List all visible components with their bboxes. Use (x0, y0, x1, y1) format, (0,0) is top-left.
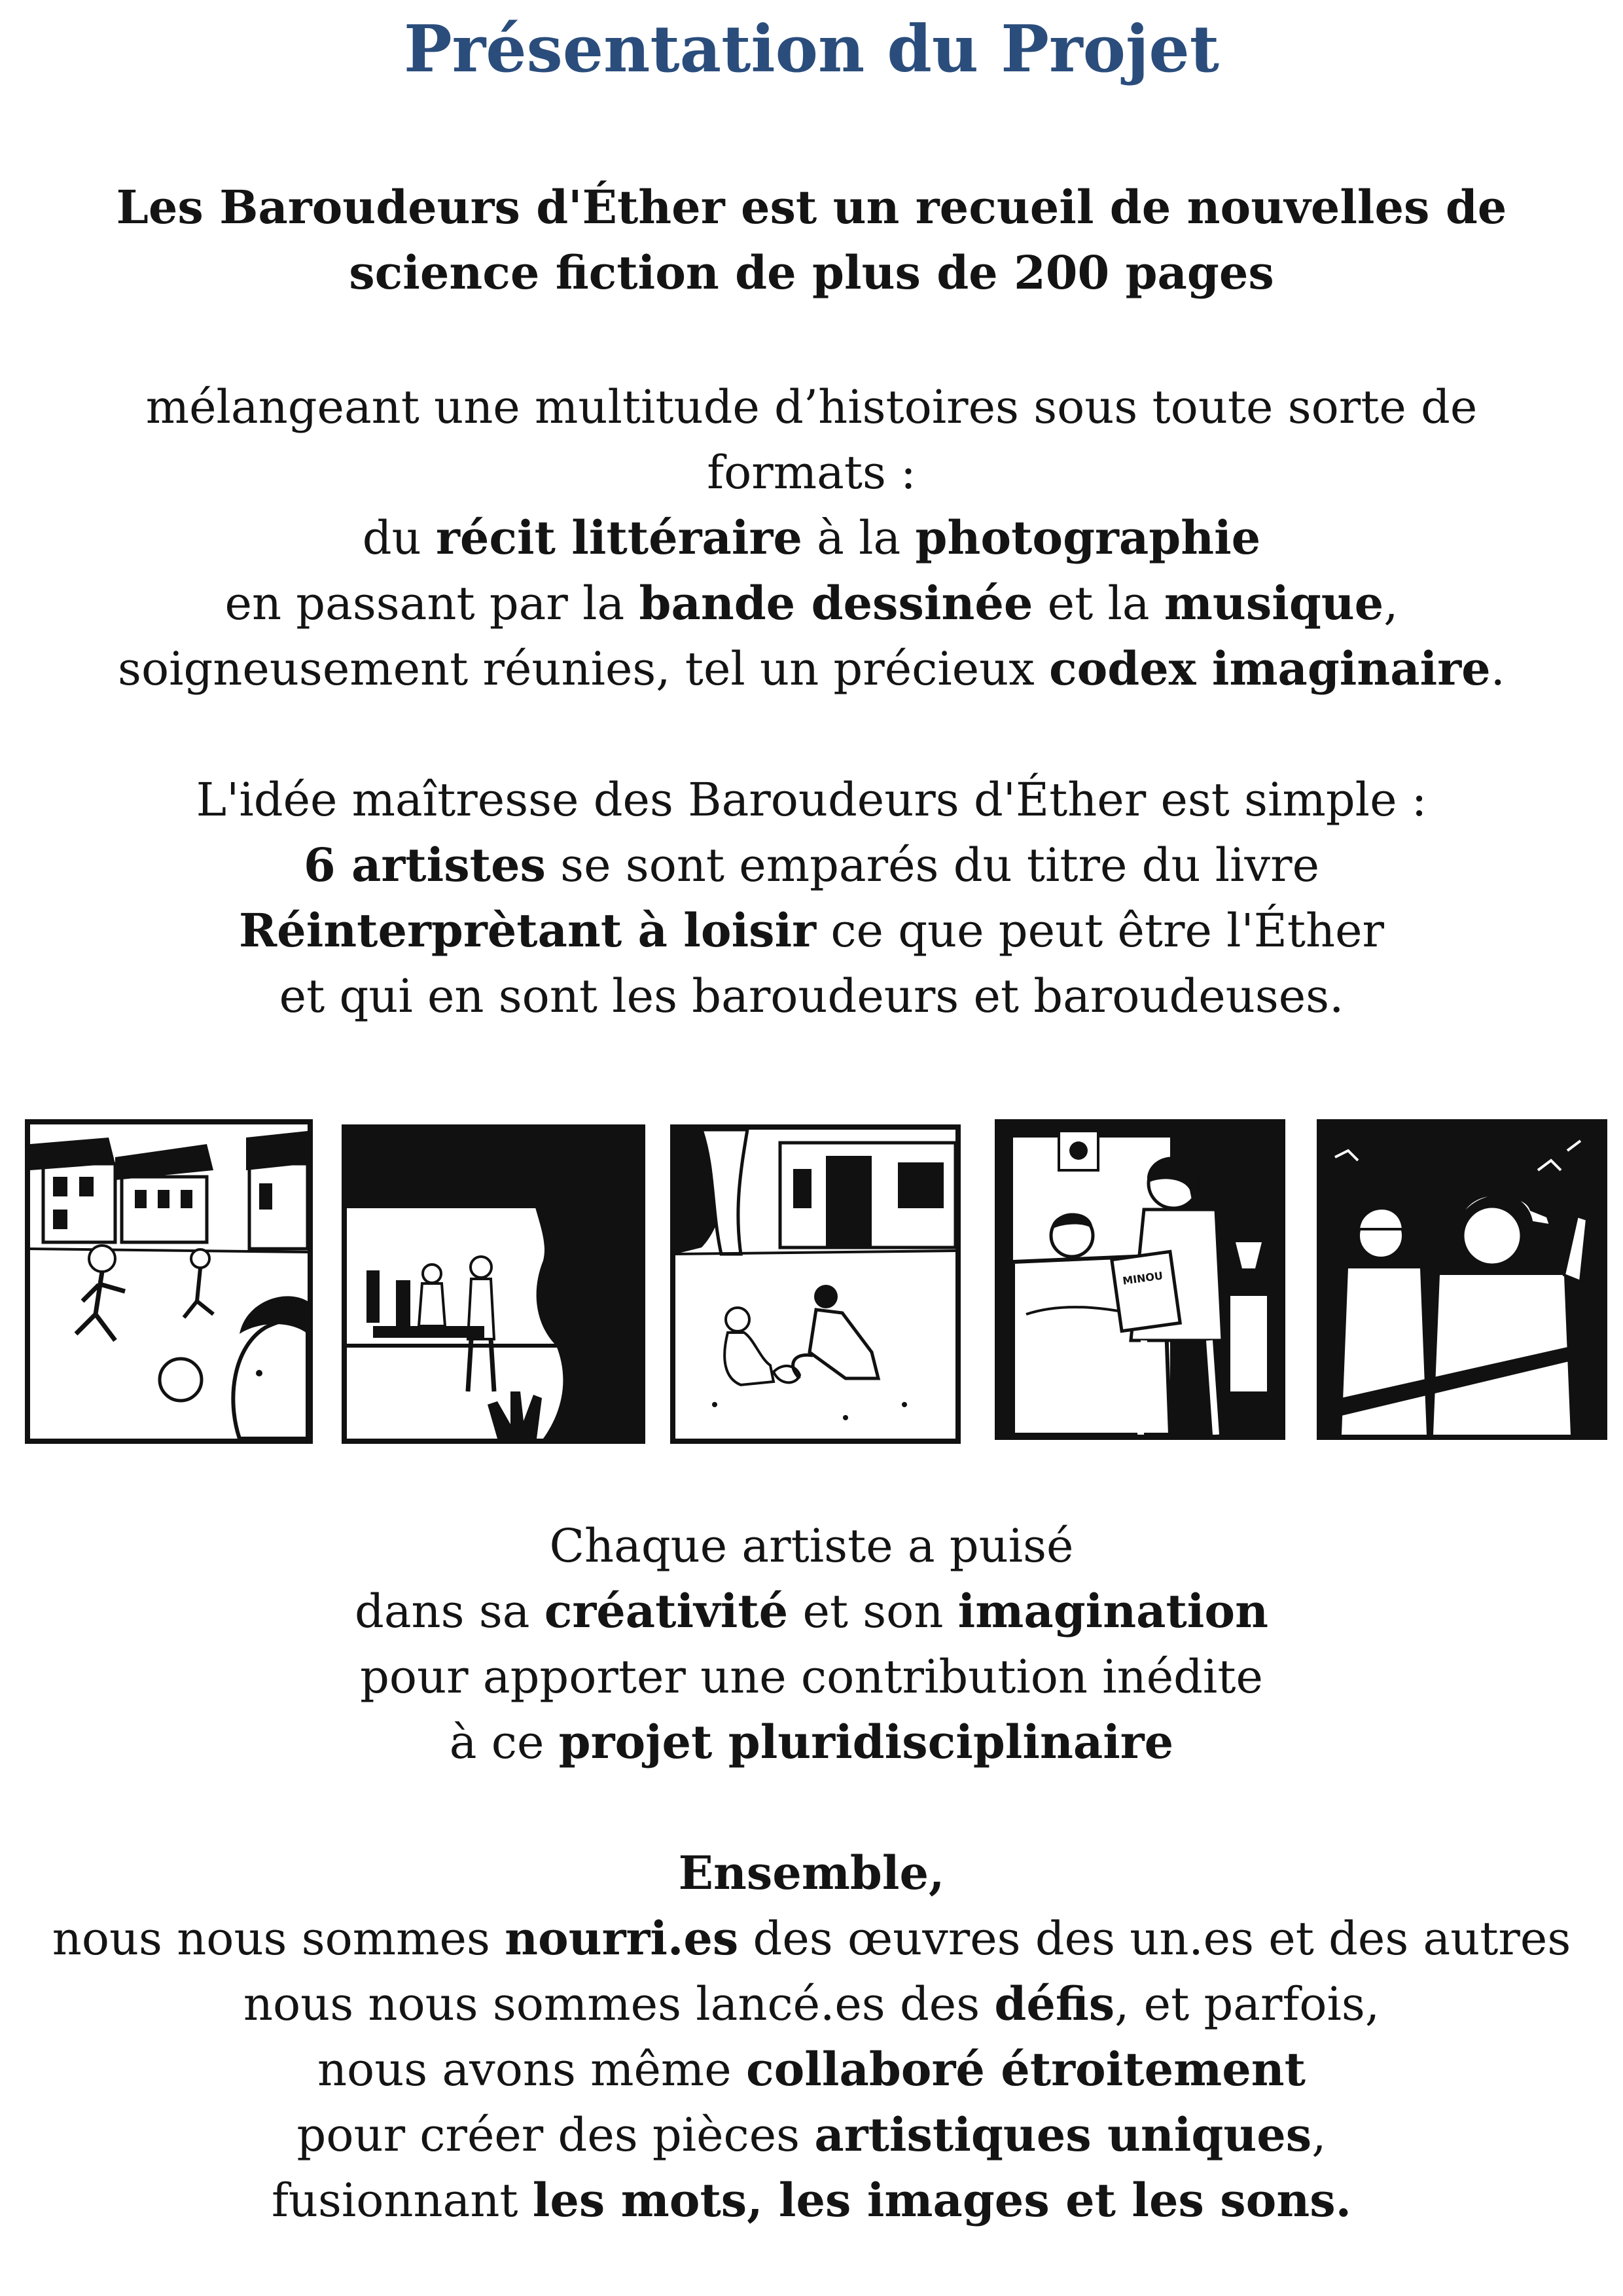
page-title: Présentation du Projet (403, 12, 1220, 87)
intro-paragraph (0, 175, 1623, 306)
text: en passant par la (224, 577, 639, 630)
emphasis: Réinterprètant à loisir (238, 903, 817, 958)
text: ce que peut être l'Éther (816, 904, 1384, 958)
emphasis: musique (1164, 576, 1384, 630)
text: nous avons même (317, 2043, 746, 2096)
text: à ce (449, 1715, 559, 1769)
idea-line (0, 898, 1623, 963)
creativity-paragraph (0, 1513, 1623, 1775)
text: , (1383, 577, 1399, 630)
creativity-line (0, 1579, 1623, 1644)
text: . (1490, 642, 1505, 696)
together-line (0, 2037, 1623, 2102)
emphasis: récit littéraire (435, 511, 802, 565)
idea-line (0, 833, 1623, 898)
text: pour créer des pièces (296, 2108, 815, 2162)
together-line (0, 1906, 1623, 1971)
emphasis: Ensemble, (678, 1846, 945, 1900)
emphasis: les mots, les images et les sons. (532, 2173, 1352, 2227)
creativity-line: pour apporter une contribution inédite (360, 1650, 1263, 1704)
idea-paragraph (0, 767, 1623, 1029)
emphasis: nourri.es (505, 1911, 739, 1965)
idea-line: L'idée maîtresse des Baroudeurs d'Éther est simple : (196, 773, 1427, 827)
formats-line (0, 571, 1623, 636)
panel-illustration (30, 1124, 308, 1439)
intro-line: science fiction de plus de 200 pages (349, 245, 1274, 300)
text: dans sa (355, 1585, 544, 1638)
emphasis: photographie (915, 511, 1261, 565)
text: à la (802, 511, 916, 565)
text: fusionnant (271, 2174, 533, 2227)
emphasis: créativité (544, 1584, 789, 1638)
together-line (0, 1971, 1623, 2037)
emphasis: artistiques uniques (814, 2108, 1312, 2162)
together-paragraph (0, 1840, 1623, 2233)
comic-panel-bedtime (995, 1119, 1285, 1440)
emphasis: collaboré étroitement (746, 2042, 1306, 2096)
book-cover-text: MINOU (1122, 1269, 1164, 1287)
intro-line: Les Baroudeurs d'Éther est un recueil de nouvelles de (116, 180, 1507, 234)
formats-line: formats : (707, 446, 916, 499)
formats-line (0, 636, 1623, 702)
comic-strip (0, 1113, 1623, 1453)
formats-line: mélangeant une multitude d’histoires sous toute sorte de (145, 380, 1478, 434)
emphasis: projet pluridisciplinaire (558, 1715, 1174, 1769)
panel-illustration (1322, 1124, 1602, 1435)
emphasis: 6 artistes (303, 838, 546, 892)
text: du (362, 511, 436, 565)
formats-paragraph (0, 374, 1623, 702)
text: des œuvres des un.es et des autres (738, 1912, 1571, 1965)
emphasis: codex imaginaire (1048, 641, 1491, 696)
together-line (0, 2102, 1623, 2168)
comic-panel-garden (670, 1124, 961, 1444)
emphasis: imagination (957, 1584, 1268, 1638)
text: se sont emparés du titre du livre (545, 838, 1319, 892)
panel-illustration (347, 1130, 640, 1439)
text: , et parfois, (1115, 1977, 1380, 2031)
creativity-line: Chaque artiste a puisé (549, 1519, 1074, 1573)
comic-panel-locker-room (342, 1124, 645, 1444)
panel-illustration (1000, 1124, 1280, 1435)
together-line (0, 2168, 1623, 2233)
together-line (0, 1840, 1623, 1906)
text: et la (1033, 577, 1164, 630)
creativity-line (0, 1710, 1623, 1775)
text: , (1311, 2108, 1327, 2162)
text: nous nous sommes lancé.es des (243, 1977, 995, 2031)
idea-line: et qui en sont les baroudeurs et baroudeuses. (279, 969, 1344, 1023)
emphasis: défis (994, 1977, 1115, 2031)
text: nous nous sommes (52, 1912, 505, 1965)
emphasis: bande dessinée (639, 576, 1033, 630)
panel-illustration (675, 1130, 955, 1439)
comic-panel-football (25, 1119, 313, 1444)
text: et son (788, 1585, 958, 1638)
formats-line (0, 505, 1623, 571)
text: soigneusement réunies, tel un précieux (118, 642, 1049, 696)
comic-panel-hunters (1317, 1119, 1607, 1440)
